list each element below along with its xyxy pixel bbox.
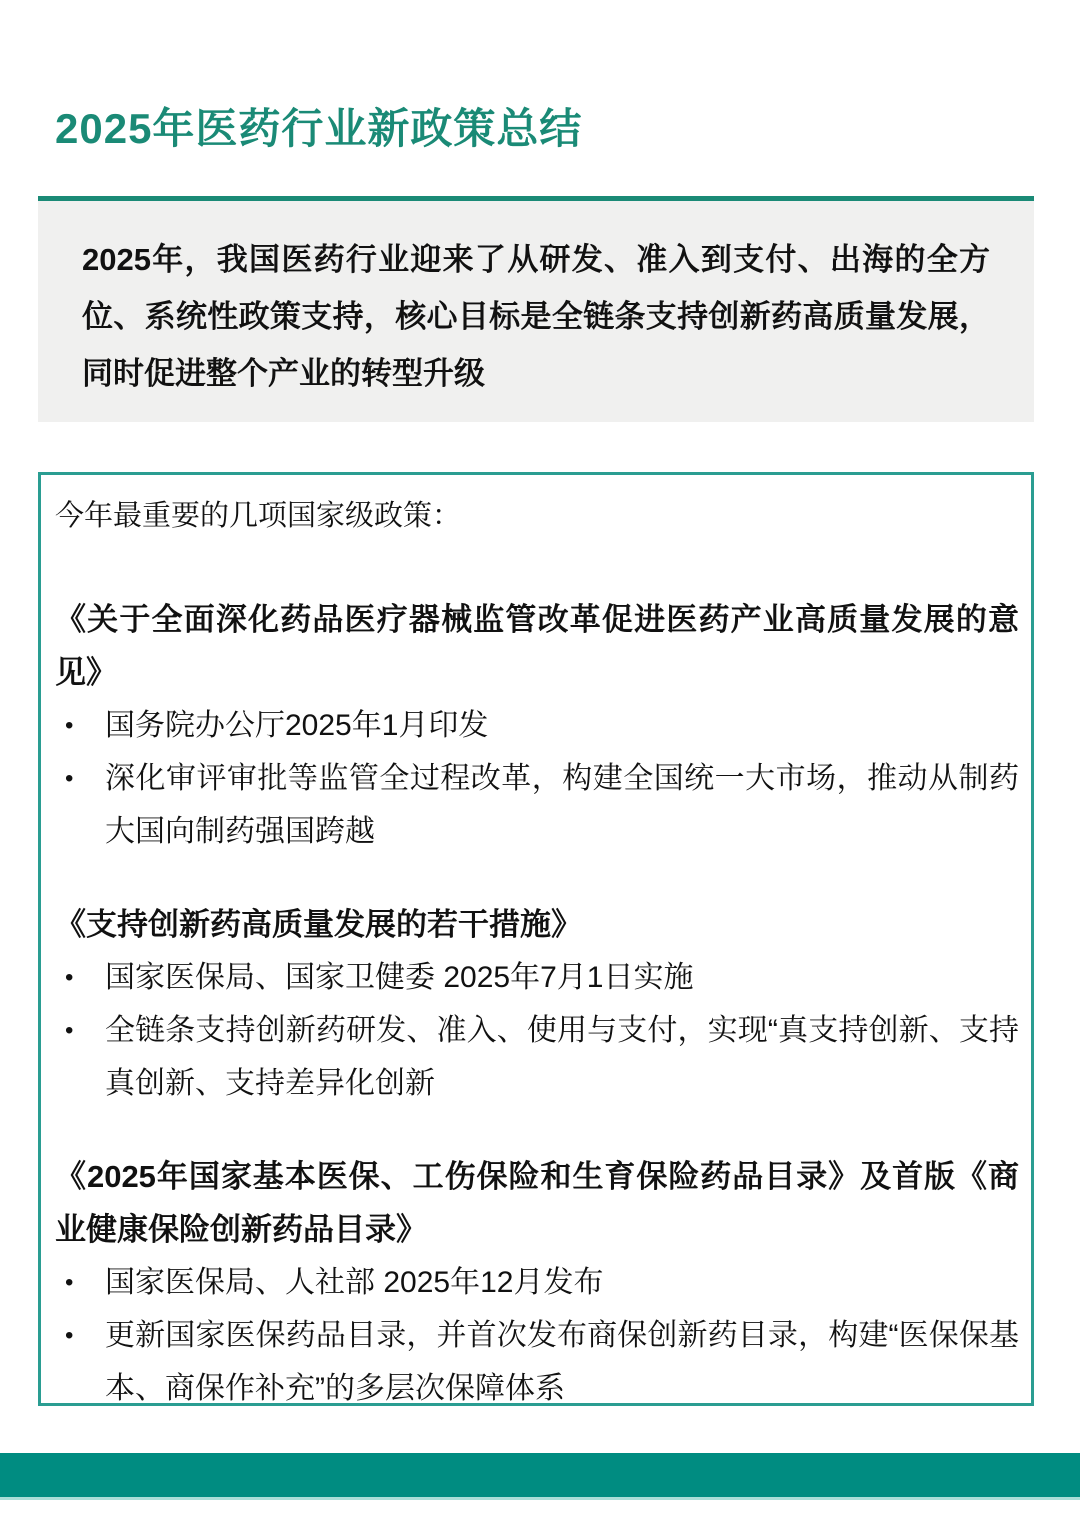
bullet-item — [55, 1256, 1019, 1309]
bullet-item — [55, 951, 1019, 1004]
bullet-text: 深化审评审批等监管全过程改革，构建全国统一大市场，推动从制药大国向制药强国跨越 — [105, 762, 1019, 848]
policy-heading: 《支持创新药高质量发展的若干措施》 — [55, 907, 582, 942]
bullet-item — [55, 752, 1019, 858]
bullet-dot-icon: • — [65, 1322, 74, 1349]
policy-heading: 《关于全面深化药品医疗器械监管改革促进医药产业高质量发展的意见》 — [55, 602, 1019, 690]
page-title: 2025年医药行业新政策总结 — [55, 105, 583, 152]
policy-list-box — [38, 472, 1034, 1406]
summary-box — [38, 201, 1034, 422]
bullet-item — [55, 1004, 1019, 1110]
bullet-dot-icon: • — [65, 765, 74, 792]
bullet-text: 国家医保局、人社部 2025年12月发布 — [105, 1266, 604, 1299]
bullet-item — [55, 1309, 1019, 1415]
bullet-dot-icon: • — [65, 1269, 74, 1296]
policy-section-innovative-drug-measures — [55, 898, 1019, 1110]
bullet-item — [55, 699, 1019, 752]
intro-text: 今年最重要的几项国家级政策： — [55, 500, 462, 532]
bullet-text: 全链条支持创新药研发、准入、使用与支付，实现“真支持创新、支持真创新、支持差异化创新 — [105, 1014, 1019, 1100]
bullet-text: 国务院办公厅2025年1月印发 — [105, 709, 489, 742]
bullet-dot-icon: • — [65, 964, 74, 991]
footer-bar — [0, 1453, 1080, 1500]
bullet-text: 国家医保局、国家卫健委 2025年7月1日实施 — [105, 961, 694, 994]
policy-heading: 《2025年国家基本医保、工伤保险和生育保险药品目录》及首版《商业健康保险创新药品目录》 — [55, 1159, 1019, 1247]
policy-section-drug-catalog — [55, 1150, 1019, 1415]
summary-text: 2025年，我国医药行业迎来了从研发、准入到支付、出海的全方位、系统性政策支持，核心目标是全链条支持创新药高质量发展，同时促进整个产业的转型升级 — [82, 242, 990, 391]
bullet-dot-icon: • — [65, 712, 74, 739]
policy-section-regulatory-reform — [55, 593, 1019, 858]
bullet-text: 更新国家医保药品目录，并首次发布商保创新药目录，构建“医保保基本、商保作补充”的多层次保障体系 — [105, 1319, 1019, 1405]
bullet-dot-icon: • — [65, 1017, 74, 1044]
